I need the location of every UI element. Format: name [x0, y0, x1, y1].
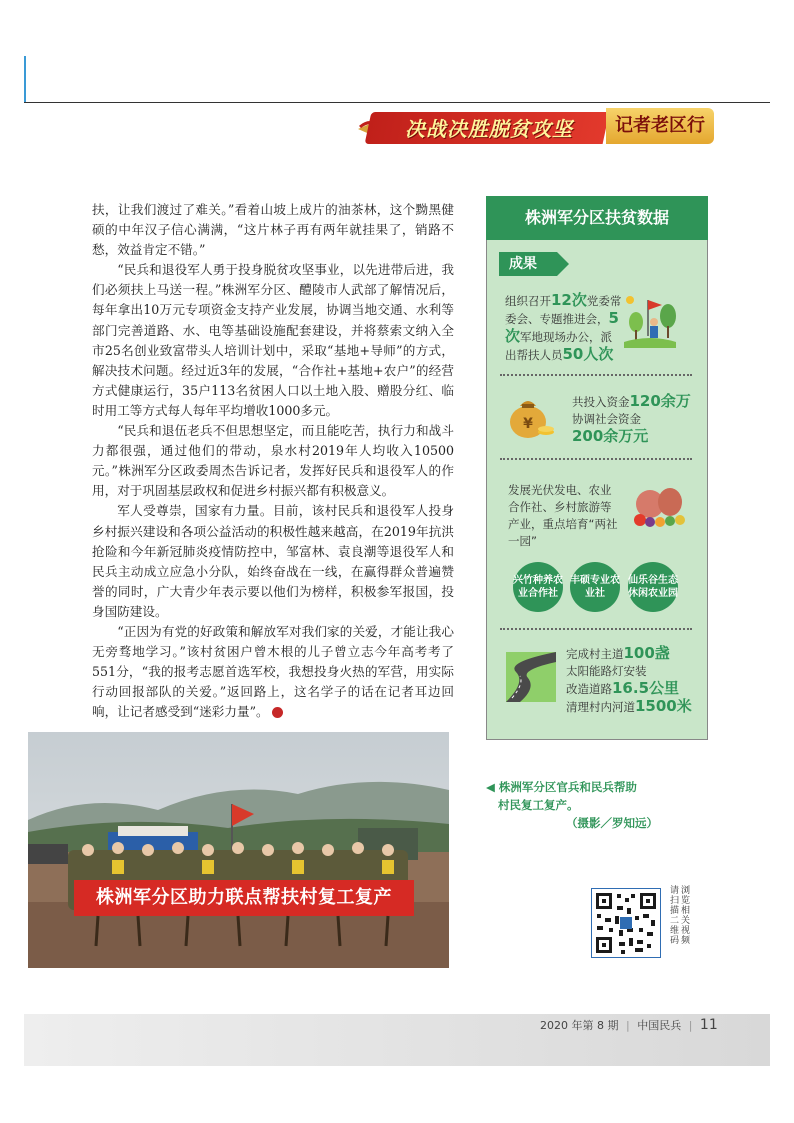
issue-number: 2020 年第 8 期 — [540, 1019, 619, 1032]
article-body — [92, 200, 454, 722]
svg-text:¥: ¥ — [523, 416, 533, 432]
page-number: 11 — [699, 1017, 718, 1033]
footer-info: 2020 年第 8 期 | 中国民兵 | 11 — [540, 1017, 718, 1033]
article-paragraph: 扶，让我们渡过了难关。”看着山坡上成片的油茶林，这个黝黑健硕的中年汉子信心满满，“这片林子再有两年就挂果了，销路不愁，效益肯定不错。” — [92, 202, 454, 258]
cooperative-badge: 兴竹种养农业合作社 — [513, 562, 563, 612]
field-scene-illustration — [28, 732, 449, 968]
road-icon — [506, 652, 556, 702]
cooperative-badge: 丰硕专业农业社 — [570, 562, 620, 612]
money-bag-icon — [506, 388, 556, 440]
stat-industries: 发展光伏发电、农业合作社、乡村旅游等产业，重点培育“两社一园” — [508, 483, 618, 548]
qr-hint-col: 请 扫 描 二 维 码 — [669, 886, 679, 946]
qr-hint-col: 浏 览 相 关 视 频 — [680, 886, 690, 946]
header-accent-line — [24, 56, 26, 102]
article-paragraph: “民兵和退役军人勇于投身脱贫攻坚事业，以先进带后进，我们必须扶上马送一程。”株洲军分区、醴陵市人武部了解情况后，每年拿出10万元专项资金支持产业发展，协调当地交通、水利等部门完善道路、水、电等基础设施配套建设，并将蔡索文纳入全市25名创业致富带头人培训计划中，采取“基地+导师”的方式，解决技术问题。经过近3年的发展，“合作社+基地+农户”的经营方式健康运行，35户113名贫困人口以土地入股、赠股分红、临时用工等方式每人每年平均增收1000多元。 — [92, 262, 454, 418]
section-banner: 决战决胜脱贫攻坚 — [405, 117, 573, 141]
result-label: 成果 — [509, 256, 537, 272]
header-rule — [24, 102, 770, 103]
produce-basket-icon — [628, 484, 688, 530]
stat-meetings: 组织召开12次党委常委会、专题推进会，5次军地现场办公，派出帮扶人员50人次 — [505, 291, 622, 363]
stat-funds: 共投入资金120余万 协调社会资金 200余万元 — [572, 392, 691, 445]
photo-banner-text: 株洲军分区助力联点帮扶村复工复产 — [96, 887, 392, 908]
cooperative-badge: 仙乐谷生态休闲农业园 — [628, 562, 678, 612]
article-paragraph — [92, 622, 454, 722]
article-paragraph-text: “正因为有党的好政策和解放军对我们家的关爱，才能让我心无旁骛地学习。”该村贫困户曾木根的儿子曾立志今年高考考了551分，“我的报考志愿首选军校，我想投身火热的军营，用实际行动回报部队的关爱。”返回路上，这名学子的话在记者耳边回响，让记者感受到“迷彩力量”。 — [92, 623, 454, 720]
magazine-name: 中国民兵 — [637, 1019, 682, 1032]
divider — [500, 458, 692, 460]
article-paragraph: “民兵和退伍老兵不但思想坚定，而且能吃苦，执行力和战斗力都很强，通过他们的带动，泉水村2019年人均收入10500元。”株洲军分区政委周杰告诉记者，发挥好民兵和退役军人的作用，对于巩固基层政权和促进乡村振兴都有积极意义。 — [92, 423, 454, 499]
photo-caption: ◀ 株洲军分区官兵和民兵帮助 村民复工复产。 （摄影／罗知远） — [486, 780, 658, 830]
end-mark-icon: J — [272, 707, 283, 718]
divider — [500, 628, 692, 630]
qr-hint — [669, 886, 699, 946]
divider — [500, 374, 692, 376]
column-tag: 记者老区行 — [606, 108, 714, 144]
result-tag — [499, 252, 569, 276]
panel-title: 株洲军分区扶贫数据 — [486, 196, 708, 240]
qr-code-icon[interactable] — [591, 888, 661, 958]
article-paragraph: 军人受尊崇，国家有力量。目前，该村民兵和退役军人投身乡村振兴建设和各项公益活动的积极性越来越高，在2019年抗洪抢险和今年新冠肺炎疫情防控中，邹富林、袁良潮等退役军人和民兵主动成立应急小分队，始终奋战在一线，在赢得群众普遍赞誉的同时，广大青少年表示要以他们为榜样，积极参军报国，投身国防建设。 — [92, 503, 454, 619]
news-photo — [28, 732, 449, 968]
stat-infrastructure: 完成村主道100盏 太阳能路灯安装 改造道路16.5公里 清理村内河道1500米 — [566, 644, 692, 715]
flag-people-icon — [624, 292, 676, 348]
